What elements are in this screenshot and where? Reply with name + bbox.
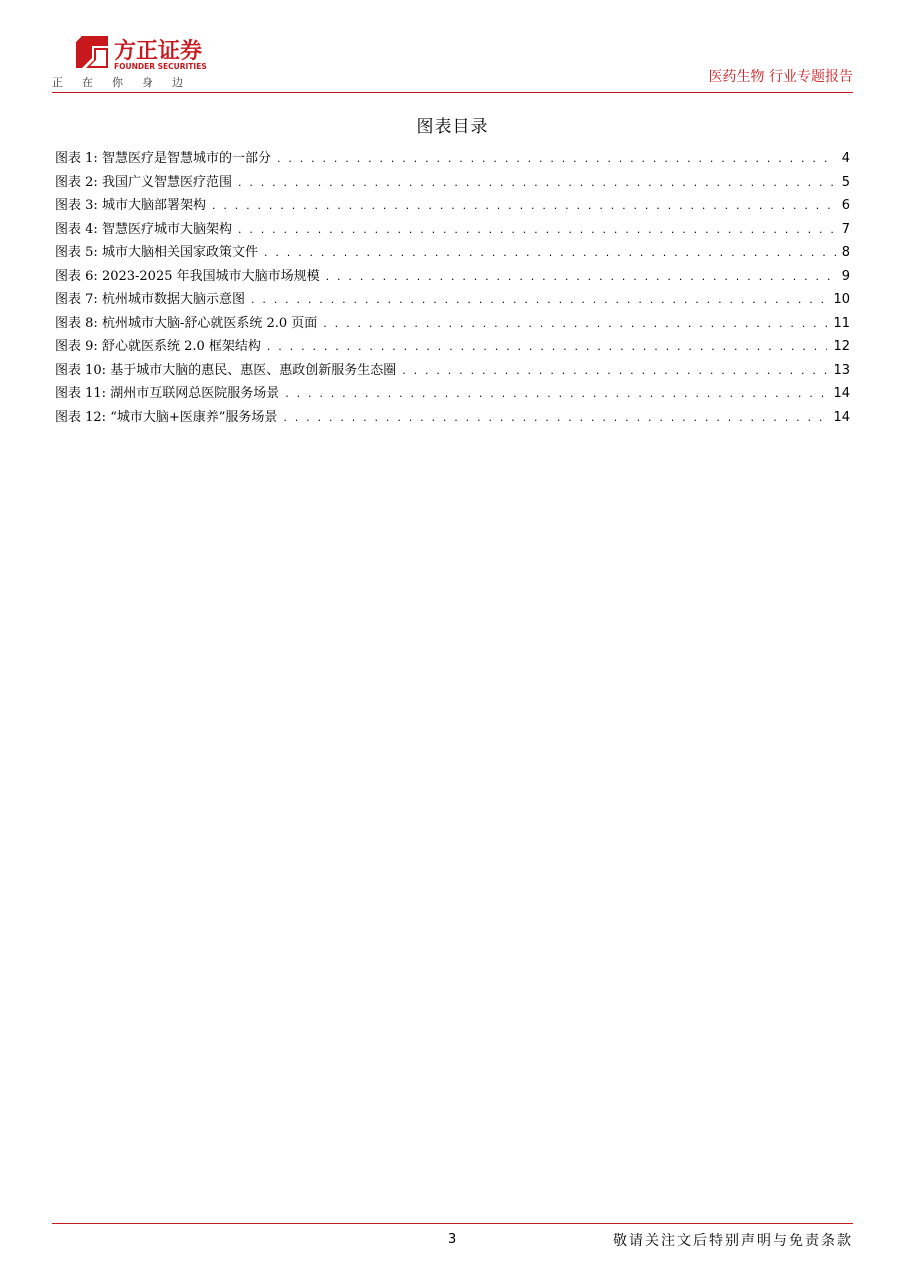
toc-entry-title bbox=[55, 147, 277, 166]
toc-entry-title bbox=[55, 406, 283, 425]
toc-entry-page: 6 bbox=[841, 198, 850, 213]
toc-entry[interactable] bbox=[55, 241, 850, 265]
toc-list bbox=[55, 147, 850, 429]
toc-entry[interactable] bbox=[55, 218, 850, 242]
toc-entry-page: 4 bbox=[841, 151, 850, 166]
toc-entry[interactable] bbox=[55, 194, 850, 218]
toc-entry[interactable] bbox=[55, 312, 850, 336]
toc-entry-page: 9 bbox=[841, 268, 850, 284]
toc-entry-label: 图表 11: bbox=[55, 386, 107, 401]
company-name-en: FOUNDER SECURITIES bbox=[114, 62, 207, 71]
toc-entry[interactable] bbox=[55, 359, 850, 383]
toc-entry-title bbox=[55, 218, 238, 237]
toc-entry-label: 图表 12: bbox=[55, 409, 107, 425]
toc-entry-text: 智慧医疗城市大脑架构 bbox=[101, 221, 232, 237]
toc-entry-title bbox=[55, 359, 402, 378]
toc-entry-label: 图表 2: bbox=[55, 174, 98, 190]
toc-entry[interactable] bbox=[55, 147, 850, 171]
founder-logo-icon bbox=[74, 34, 110, 70]
toc-title: 图表目录 bbox=[416, 117, 489, 137]
toc-entry-page: 13 bbox=[833, 362, 850, 378]
report-type: 医药生物 行业专题报告 bbox=[708, 69, 853, 85]
toc-entry-text: “城市大脑+医康养”服务场景 bbox=[110, 409, 278, 425]
toc-entry-label: 图表 10: bbox=[55, 362, 107, 378]
toc-entry-page: 5 bbox=[841, 174, 850, 190]
toc-entry[interactable] bbox=[55, 171, 850, 195]
header-divider bbox=[52, 92, 853, 93]
toc-entry-text: 湖州市互联网总医院服务场景 bbox=[110, 386, 280, 401]
toc-leader-dots bbox=[267, 340, 828, 353]
toc-entry[interactable] bbox=[55, 382, 850, 406]
toc-entry-text: 智慧医疗是智慧城市的一部分 bbox=[101, 151, 271, 166]
toc-entry-text: 杭州城市数据大脑示意图 bbox=[101, 292, 245, 307]
toc-entry[interactable] bbox=[55, 288, 850, 312]
toc-entry-title bbox=[55, 288, 251, 307]
page-header bbox=[52, 30, 853, 94]
footer-divider bbox=[52, 1223, 853, 1224]
company-name-cn: 方正证券 bbox=[114, 39, 203, 64]
toc-entry-text: 基于城市大脑的惠民、惠医、惠政创新服务生态圈 bbox=[110, 362, 397, 378]
toc-entry-page: 8 bbox=[841, 245, 850, 260]
toc-entry-title bbox=[55, 382, 285, 401]
toc-entry[interactable] bbox=[55, 406, 850, 430]
company-slogan: 正在你身边 bbox=[52, 76, 202, 89]
toc-entry-text: 舒心就医系统 2.0 框架结构 bbox=[101, 339, 261, 354]
toc-entry-page: 7 bbox=[841, 221, 850, 237]
toc-entry-title bbox=[55, 171, 238, 190]
toc-leader-dots bbox=[238, 223, 836, 236]
page-number: 3 bbox=[448, 1232, 457, 1247]
toc-entry-title bbox=[55, 265, 326, 284]
toc-entry-text: 我国广义智慧医疗范围 bbox=[101, 174, 232, 190]
toc-entry-label: 图表 3: bbox=[55, 198, 98, 213]
toc-leader-dots bbox=[323, 317, 827, 330]
toc-entry-label: 图表 5: bbox=[55, 245, 98, 260]
toc-entry-title bbox=[55, 241, 264, 260]
toc-entry[interactable] bbox=[55, 265, 850, 289]
toc-leader-dots bbox=[402, 364, 827, 377]
toc-entry-text: 城市大脑部署架构 bbox=[101, 198, 206, 213]
toc-entry-label: 图表 6: bbox=[55, 268, 98, 284]
toc-entry-text: 杭州城市大脑-舒心就医系统 2.0 页面 bbox=[101, 315, 318, 331]
toc-entry-page: 14 bbox=[833, 409, 850, 425]
toc-entry-title bbox=[55, 194, 212, 213]
toc-entry-page: 12 bbox=[833, 339, 850, 354]
toc-leader-dots bbox=[285, 387, 827, 400]
toc-entry-label: 图表 4: bbox=[55, 221, 98, 237]
toc-entry-label: 图表 1: bbox=[55, 151, 98, 166]
toc-entry-text: 城市大脑相关国家政策文件 bbox=[101, 245, 258, 260]
toc-leader-dots bbox=[326, 270, 836, 283]
toc-leader-dots bbox=[251, 293, 828, 306]
toc-leader-dots bbox=[238, 176, 836, 189]
toc-leader-dots bbox=[264, 246, 836, 259]
toc-leader-dots bbox=[277, 152, 836, 165]
toc-entry-title bbox=[55, 312, 323, 331]
toc-entry-title bbox=[55, 335, 267, 354]
toc-entry-text: 2023-2025 年我国城市大脑市场规模 bbox=[101, 268, 320, 284]
toc-entry-label: 图表 9: bbox=[55, 339, 98, 354]
toc-entry-page: 11 bbox=[833, 315, 850, 331]
toc-leader-dots bbox=[283, 411, 827, 424]
toc-entry-label: 图表 8: bbox=[55, 315, 98, 331]
toc-leader-dots bbox=[212, 199, 836, 212]
toc-entry-page: 14 bbox=[833, 386, 850, 401]
toc-entry-page: 10 bbox=[833, 292, 850, 307]
disclaimer-link: 敬请关注文后特别声明与免责条款 bbox=[613, 1233, 853, 1249]
toc-entry[interactable] bbox=[55, 335, 850, 359]
toc-entry-label: 图表 7: bbox=[55, 292, 98, 307]
